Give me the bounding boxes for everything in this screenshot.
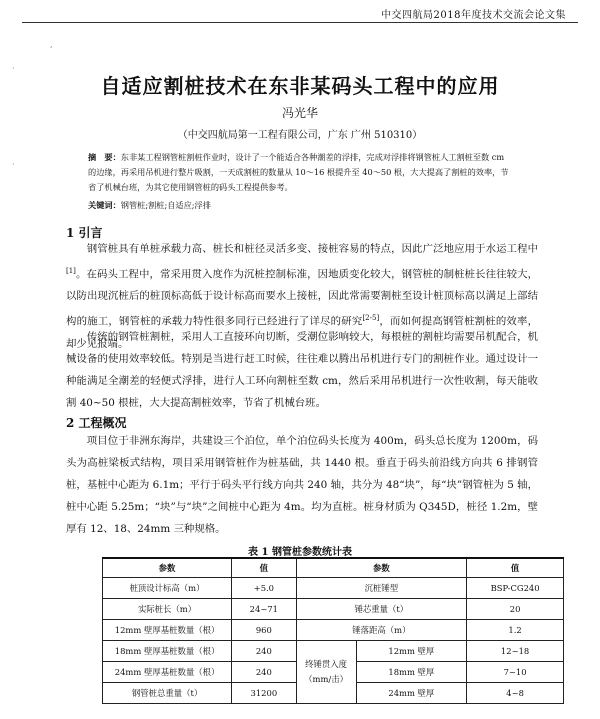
paragraph: 项目位于非洲东海岸，共建设三个泊位，单个泊位码头长度为 400m，码头总长度为 1200m，码头为高桩梁板式结构，项目采用钢管桩作为桩基础，共 1440 根。垂直于码头前沿线方向共 6 排钢管桩，基桩中心距为 6.1m；平行于码头平行线方向共 240 轴，共分为 48“块”，每“块”钢管桩为 5 轴，桩中心距 5.25m；“块”与“块”之间桩中心距为 4m。均为直桩。桩身材质为 Q345D，桩径 1.2m，壁厚有 12、18、24mm 三种规格。 [66, 435, 538, 535]
running-header: 中交四航局2018年度技术交流会论文集 [381, 10, 566, 21]
table-header-cell: 值 [467, 558, 564, 578]
citation: [1] [66, 267, 76, 275]
table-caption: 表 1 钢管桩参数统计表 [248, 547, 352, 558]
table-row: 钢管桩总重量（t） 31200 24mm 壁厚 4~8 [103, 683, 564, 704]
table-header-row [103, 558, 564, 578]
keywords-text: 钢管桩;割桩;自适应;浮排 [120, 200, 211, 210]
paragraph: 钢管桩具有单桩承载力高、桩长和桩径灵活多变、接桩容易的特点，因此广泛地应用于水运工程中[1]。在码头工程中，常采用贯入度作为沉桩控制标准，因地质变化较大，钢管桩的制桩桩长往往较大，以防出现沉桩后的桩顶标高低于设计标高而要水上接桩，因此常需要割桩至设计桩顶标高以满足上部结构的施工，钢管桩的承载力特性很多同行已经进行了详尽的研究[2-5]，而如何提高钢管桩割桩的效率，却少见报端。 [66, 243, 538, 350]
article-affiliation: （中交四航局第一工程有限公司，广东 广州 510310） [177, 130, 423, 141]
table-header-cell: 参数 [103, 558, 232, 578]
margin-mark: · [12, 64, 15, 73]
margin-mark: · [12, 160, 15, 169]
header-rule [22, 22, 578, 23]
table-header-cell: 参数 [296, 558, 467, 578]
pile-parameter-table [102, 557, 564, 704]
article-title: 自适应割桩技术在东非某码头工程中的应用 [100, 74, 500, 98]
article-author: 冯光华 [281, 106, 318, 120]
section-heading: 1 引言 [66, 226, 103, 240]
citation: [2-5] [362, 314, 380, 323]
abstract-text: 东非某工程钢管桩割桩作业时，设计了一个能适合各种潮差的浮排，完成对浮排将钢管桩人工割桩至数 cm的边缘，再采用吊机进行整片吸割，一天成割桩的数量从 10～16 根提升至 40～50 根，大大提高了割桩的效率，节省了机械台班，为其它使用钢管桩的码头工程提供参考。 [88, 152, 509, 192]
paragraph: 传统的钢管桩割桩，采用人工直接环向切断，受潮位影响较大，每根桩的割桩均需要吊机配合，机械设备的使用效率较低。特别是当进行赶工时候，往往难以腾出吊机进行专门的割桩作业。通过设计一种能满足全潮差的轻便式浮排，进行人工环向割桩至数 cm，然后采用吊机进行一次性收割，每天能收割 40~50 根桩，大大提高割桩效率，节省了机械台班。 [66, 331, 538, 409]
table-row: 实际桩长（m） 24~71 锤芯重量（t） 20 [103, 599, 564, 620]
table-row: 24mm 壁厚基桩数量（根） 240 18mm 壁厚 7~10 [103, 662, 564, 683]
table-group-label: 终锤贯入度（mm/击） [296, 641, 356, 704]
margin-mark: , [50, 40, 53, 49]
table-row: 桩顶设计标高（m） +5.0 沉桩锤型 BSP-CG240 [103, 578, 564, 599]
abstract [88, 150, 512, 195]
table-header-cell: 值 [232, 558, 297, 578]
section-heading: 2 工程概况 [66, 416, 127, 430]
keywords-label: 关键词： [88, 200, 121, 210]
abstract-label: 摘 要： [88, 152, 121, 162]
table-row: 12mm 壁厚基桩数量（根） 960 锤落距高（m） 1.2 [103, 620, 564, 641]
keywords [88, 200, 512, 211]
table-row: 18mm 壁厚基桩数量（根） 240 终锤贯入度（mm/击） 12mm 壁厚 12~18 [103, 641, 564, 662]
